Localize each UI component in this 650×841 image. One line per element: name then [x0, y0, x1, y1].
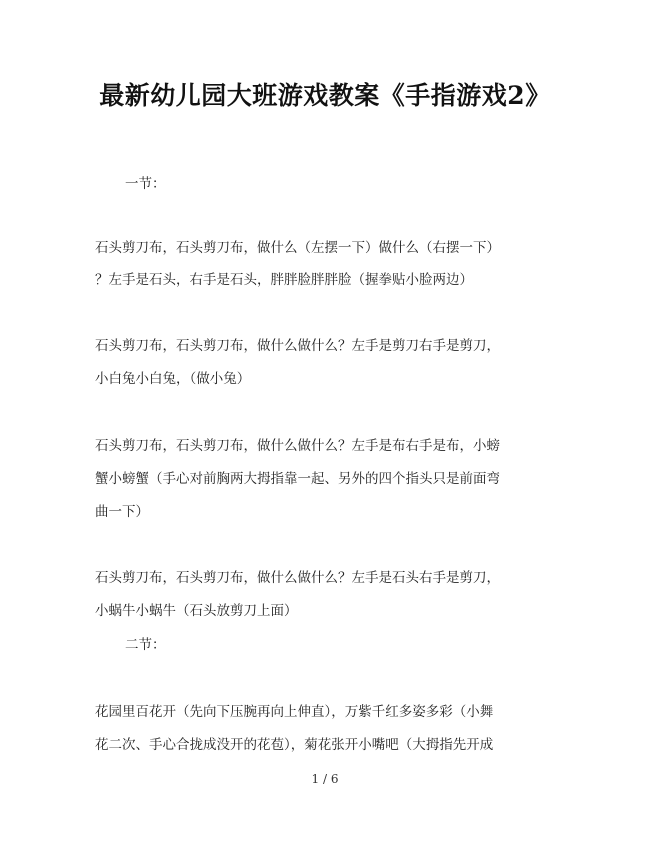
section-label-2: 二节：	[125, 637, 166, 653]
paragraph-3-line-2: 蟹小螃蟹（手心对前胸两大拇指靠一起、另外的四个指头只是前面弯	[95, 471, 500, 487]
paragraph-5-line-1: 花园里百花开（先向下压腕再向上伸直），万紫千红多姿多彩（小舞	[95, 704, 494, 720]
section-label-1: 一节：	[125, 176, 166, 192]
paragraph-4-line-1: 石头剪刀布，石头剪刀布，做什么做什么？左手是石头右手是剪刀，	[95, 570, 500, 586]
paragraph-2-line-2: 小白兔小白兔，（做小兔）	[95, 371, 251, 387]
paragraph-3-line-3: 曲一下）	[95, 504, 149, 520]
page-indicator: 1 / 6	[311, 772, 339, 786]
paragraph-5-line-2: 花二次、手心合拢成没开的花苞），菊花张开小嘴吧（大拇指先开成	[95, 737, 494, 753]
paragraph-1-line-2: ？左手是石头，右手是石头，胖胖脸胖胖脸（握拳贴小脸两边）	[95, 272, 473, 288]
paragraph-3-line-1: 石头剪刀布，石头剪刀布，做什么做什么？左手是布右手是布，小螃	[95, 438, 500, 454]
paragraph-4-line-2: 小蜗牛小蜗牛（石头放剪刀上面）	[95, 603, 298, 619]
paragraph-2-line-1: 石头剪刀布，石头剪刀布，做什么做什么？左手是剪刀右手是剪刀，	[95, 338, 500, 354]
paragraph-1-line-1: 石头剪刀布，石头剪刀布，做什么（左摆一下）做什么（右摆一下）	[95, 240, 500, 256]
document-title: 最新幼儿园大班游戏教案《手指游戏2》	[99, 81, 551, 110]
